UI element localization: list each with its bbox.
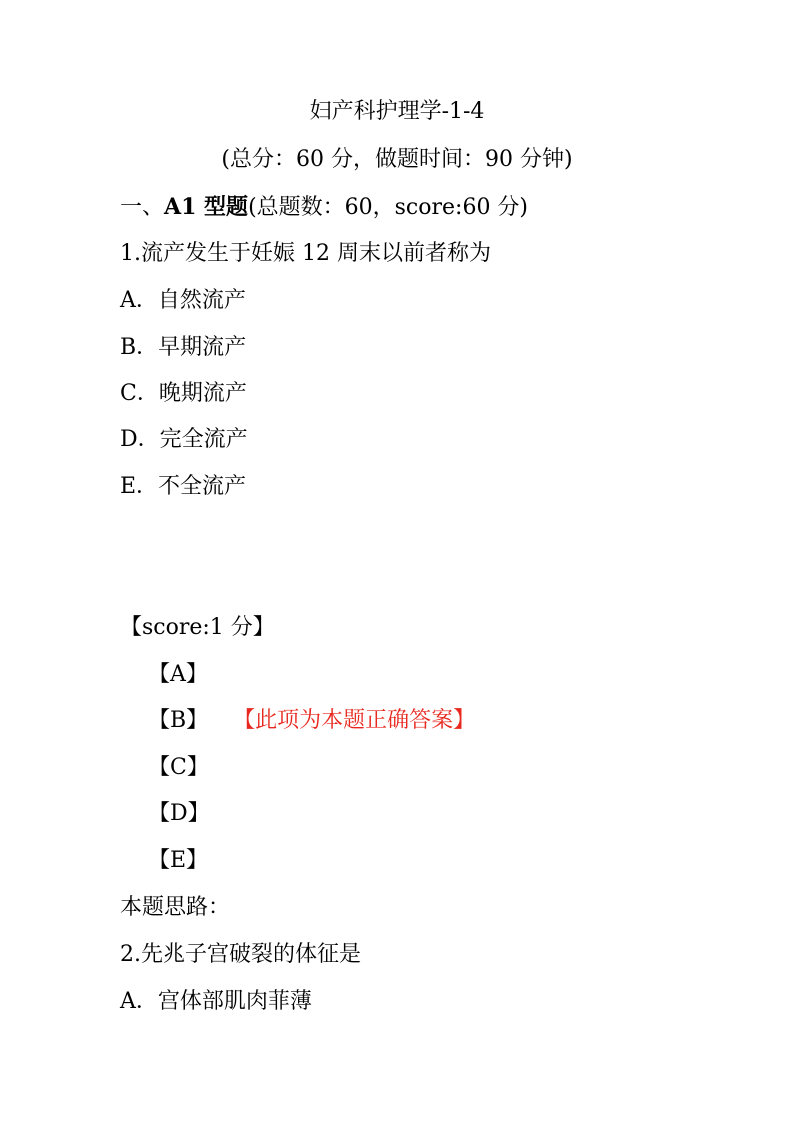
question-option: C．晚期流产 [120,381,247,406]
question-stem: 1.流产发生于妊娠 12 周末以前者称为 [120,241,491,266]
question-option: D．完全流产 [120,427,248,452]
question-option: A．宫体部肌肉菲薄 [120,989,312,1014]
question-option: A．自然流产 [120,288,246,313]
answer-option: 【A】 [148,662,208,687]
answer-option-label: 【B】 [148,708,209,733]
question-stem: 2.先兆子宫破裂的体征是 [120,942,361,967]
question-option: E．不全流产 [120,474,247,499]
section-prefix: 一、 [120,195,165,220]
answer-option [148,710,475,732]
question-score: 【score:1 分】 [120,615,275,640]
question-option: B．早期流产 [120,335,247,360]
answer-option: 【C】 [148,755,209,780]
section-name: A1 型题 [164,194,249,220]
section-heading [120,196,528,219]
section-info: (总题数：60，score:60 分) [248,195,529,220]
explanation-label: 本题思路： [120,895,231,920]
doc-title: 妇产科护理学-1-4 [309,99,485,124]
answer-option: 【E】 [148,848,209,873]
doc-subtitle: (总分：60 分，做题时间：90 分钟) [221,147,573,172]
answer-option: 【D】 [148,801,210,826]
correct-answer-note: 【此项为本题正确答案】 [244,708,476,733]
